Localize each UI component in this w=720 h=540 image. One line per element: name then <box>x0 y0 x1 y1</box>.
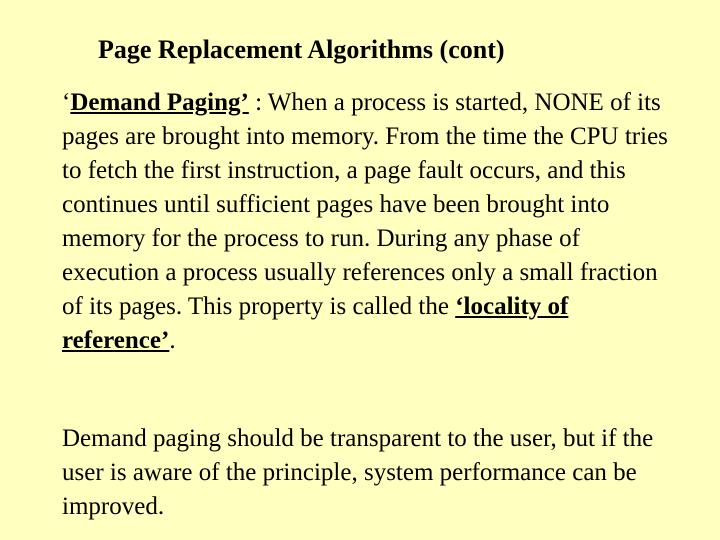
paragraph-text: : When a process is started, NONE of its pages are brought into memory. From the time the CPU tries to fetch the first instruction, a page fault occurs, and this continues until sufficient pages have been brought into memory for the process to run. During any phase of execution a process usually references only a small fraction of its pages. This property is called the <box>62 89 668 320</box>
paragraph-transparency: Demand paging should be transparent to the user, but if the user is aware of the principle, system performance can be improved. <box>62 425 654 520</box>
paragraph-end: . <box>169 327 176 354</box>
slide-title: Page Replacement Algorithms (cont) <box>98 35 505 64</box>
term-demand-paging: Demand Paging’ <box>70 89 249 116</box>
term-locality-of-reference: ‘locality of reference’ <box>62 293 569 354</box>
quote-mark: ‘ <box>62 89 71 116</box>
paragraph-demand-paging <box>62 86 682 358</box>
